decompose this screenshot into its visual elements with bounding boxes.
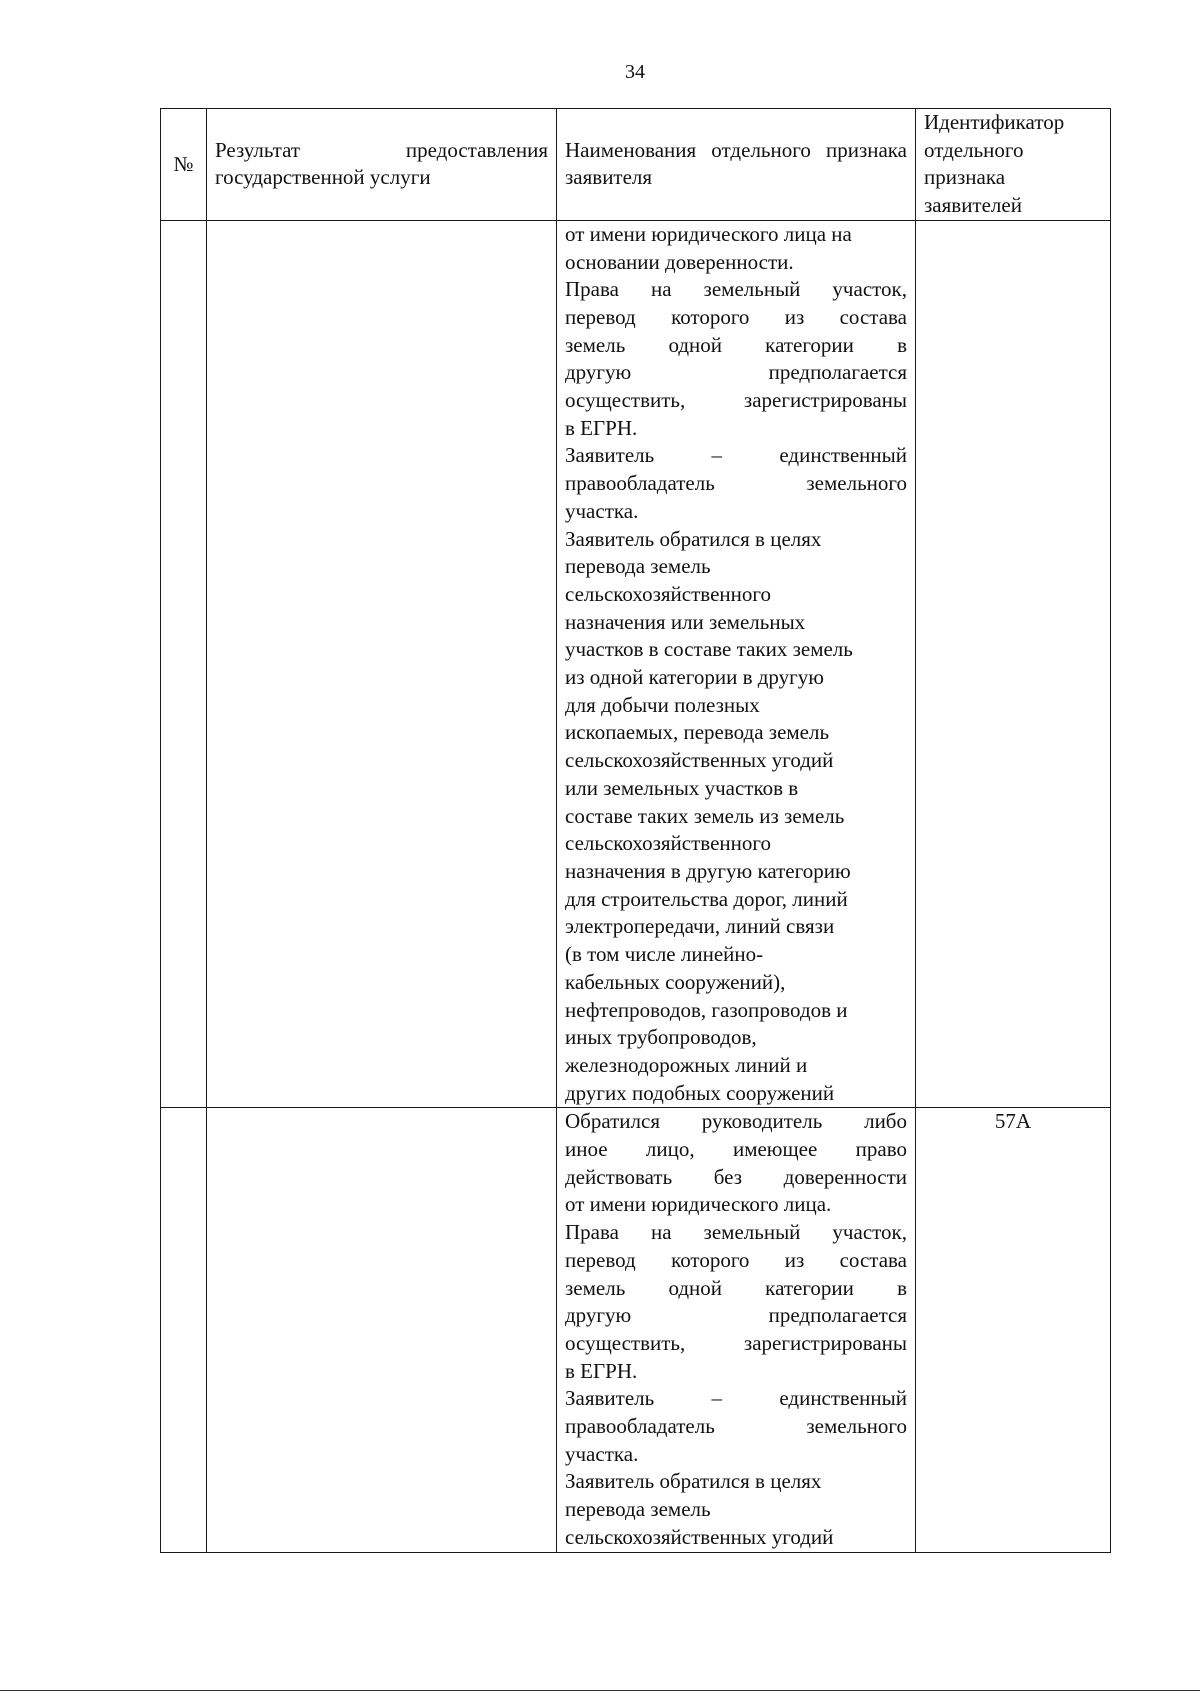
row-criterion-id-cell: 57А — [916, 1108, 1111, 1552]
text-line: составе таких земель из земель — [565, 803, 845, 828]
text-line: Заявитель обратился в целях — [565, 1469, 822, 1494]
header-result: Результат предоставления государственной услуги — [207, 109, 557, 221]
header-criterion-id: Идентификатор отдельного признака заявителей — [916, 109, 1111, 221]
text-line: сельскохозяйственных угодий — [565, 748, 834, 773]
row-criterion-name-cell — [557, 220, 916, 1108]
text-line: перевода земель — [565, 554, 711, 579]
text-line: от имени юридического лица на — [565, 221, 852, 246]
text-line: для строительства дорог, линий — [565, 886, 848, 911]
text-line: сельскохозяйственных угодий — [565, 1524, 834, 1549]
row-criterion-id-cell — [916, 220, 1111, 1108]
text-line: кабельных сооружений), — [565, 969, 786, 994]
text-line: перевода земель — [565, 1497, 711, 1522]
text-line: от имени юридического лица. — [565, 1192, 832, 1217]
text-line: назначения или земельных — [565, 609, 806, 634]
text-line: земель одной категории в — [565, 332, 907, 357]
row-result-cell — [207, 1108, 557, 1552]
text-line: для добычи полезных — [565, 692, 760, 717]
table-row — [161, 1108, 1111, 1552]
text-line: в ЕГРН. — [565, 415, 638, 440]
text-line: или земельных участков в — [565, 775, 799, 800]
header-number: № — [161, 109, 207, 221]
text-line: иных трубопроводов, — [565, 1025, 757, 1050]
text-line: железнодорожных линий и — [565, 1052, 808, 1077]
text-line: (в том числе линейно- — [565, 942, 764, 967]
page-bottom-rule — [0, 1690, 1200, 1691]
text-line: в ЕГРН. — [565, 1358, 638, 1383]
text-line: Права на земельный участок, — [565, 1220, 907, 1245]
text-line: электропередачи, линий связи — [565, 914, 835, 939]
row-number-cell — [161, 1108, 207, 1552]
text-line: участка. — [565, 1441, 639, 1466]
text-line: осуществить, зарегистрированы — [565, 388, 907, 413]
text-line: других подобных сооружений — [565, 1080, 835, 1105]
text-line: основании доверенности. — [565, 249, 794, 274]
header-criterion-name: Наименования отдельного признака заявителя — [557, 109, 916, 221]
page-number: 34 — [625, 61, 645, 83]
text-line: правообладатель земельного — [565, 471, 907, 496]
text-line: Права на земельный участок, — [565, 277, 907, 302]
text-line: нефтепроводов, газопроводов и — [565, 997, 848, 1022]
row-number-cell — [161, 220, 207, 1108]
text-line: действовать без доверенности — [565, 1164, 907, 1189]
applicant-criteria-table — [160, 108, 1111, 1553]
text-line: ископаемых, перевода земель — [565, 720, 830, 745]
text-line: Обратился руководитель либо — [565, 1109, 907, 1134]
text-line: Заявитель – единственный — [565, 443, 907, 468]
criterion-text — [565, 221, 907, 1108]
row-criterion-name-cell — [557, 1108, 916, 1552]
text-line: перевод которого из состава — [565, 1247, 907, 1272]
text-line: сельскохозяйственного — [565, 831, 771, 856]
text-line: другую предполагается — [565, 360, 907, 385]
row-result-cell — [207, 220, 557, 1108]
text-line: сельскохозяйственного — [565, 581, 771, 606]
text-line: Заявитель обратился в целях — [565, 526, 822, 551]
text-line: назначения в другую категорию — [565, 858, 851, 883]
text-line: другую предполагается — [565, 1303, 907, 1328]
text-line: участков в составе таких земель — [565, 637, 853, 662]
text-line: участка. — [565, 498, 639, 523]
table-header-row — [161, 109, 1111, 221]
text-line: Заявитель – единственный — [565, 1386, 907, 1411]
text-line: из одной категории в другую — [565, 665, 824, 690]
criterion-text — [565, 1108, 907, 1551]
text-line: перевод которого из состава — [565, 304, 907, 329]
text-line: земель одной категории в — [565, 1275, 907, 1300]
text-line: иное лицо, имеющее право — [565, 1137, 907, 1162]
text-line: осуществить, зарегистрированы — [565, 1330, 907, 1355]
table-row — [161, 220, 1111, 1108]
text-line: правообладатель земельного — [565, 1414, 907, 1439]
